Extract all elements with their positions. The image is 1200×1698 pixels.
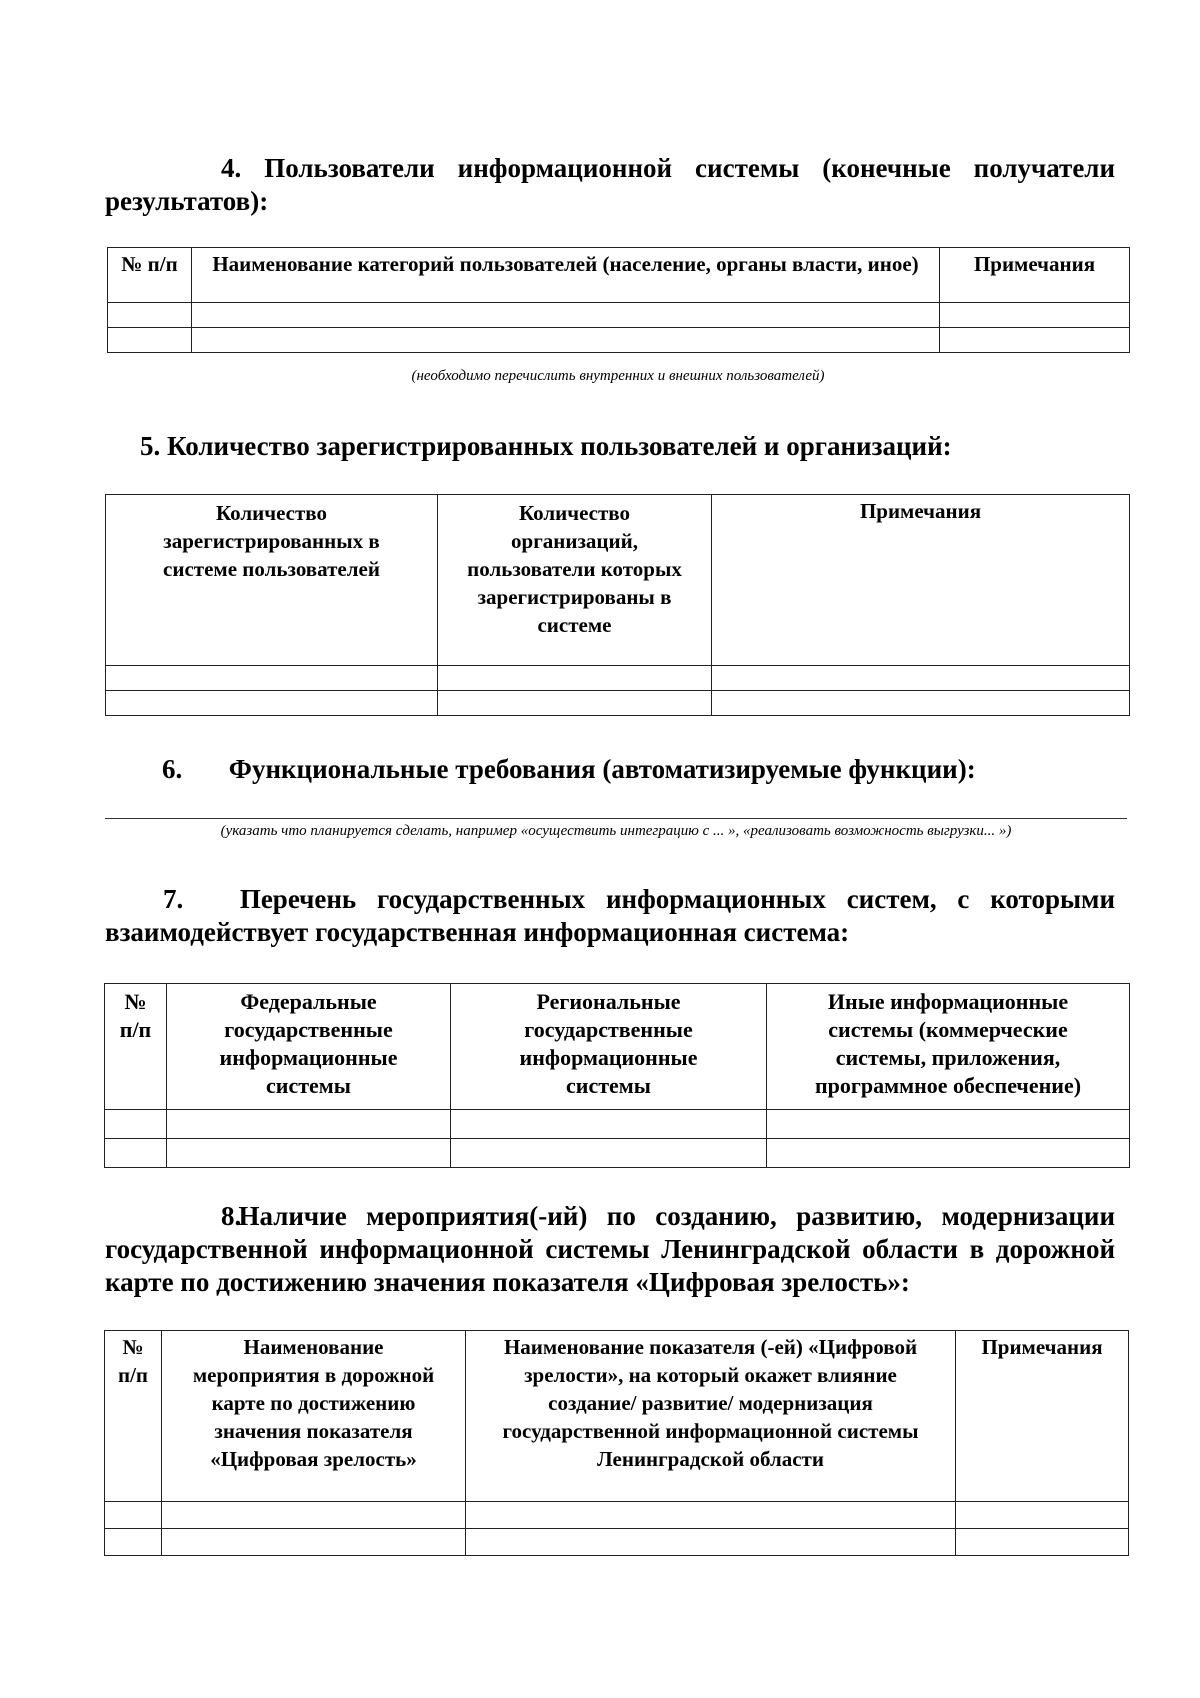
section-7-number: 7. (163, 884, 184, 914)
section-6-heading (162, 753, 1122, 786)
section-4-number: 4. (221, 153, 242, 183)
section-4-table (107, 247, 1130, 353)
table-cell[interactable] (451, 1139, 767, 1168)
table-cell[interactable] (712, 666, 1130, 691)
section-5-table (105, 494, 1130, 716)
section-5-heading (140, 430, 1120, 463)
header-number: № п/п (105, 984, 167, 1110)
table-cell[interactable] (108, 303, 192, 328)
table-header-row (108, 248, 1130, 303)
table-row (105, 1139, 1130, 1168)
table-header-row (105, 984, 1130, 1110)
table-cell[interactable] (438, 691, 712, 716)
section-8-title: Наличие мероприятия(-ий) по созданию, развитию, модернизации государственной информационной системы Ленинградской области в дорожной карте по достижению значения показателя «Цифровая зрелость»: (105, 1201, 1116, 1297)
table-cell[interactable] (105, 1110, 167, 1139)
section-7-title: Перечень государственных информационных систем, с которыми взаимодействует государственная информационная система: (105, 884, 1115, 947)
header-maturity-indicator: Наименование показателя (-ей) «Цифровой зрелости», на который окажет влияние создание/ развитие/ модернизация государственной информационной системы Ленинградской области (466, 1331, 956, 1502)
header-number: № п/п (108, 248, 192, 303)
table-row (105, 1502, 1129, 1529)
table-cell[interactable] (167, 1110, 451, 1139)
table-cell[interactable] (105, 1502, 162, 1529)
section-5-number: 5. (140, 431, 161, 461)
table-header-row (105, 1331, 1129, 1502)
table-cell[interactable] (192, 303, 940, 328)
table-cell[interactable] (105, 1529, 162, 1556)
table-row (106, 666, 1130, 691)
table-cell[interactable] (162, 1529, 466, 1556)
table-row (108, 303, 1130, 328)
table-cell[interactable] (167, 1139, 451, 1168)
table-row (106, 691, 1130, 716)
header-notes: Примечания (712, 495, 1130, 666)
table-cell[interactable] (105, 1139, 167, 1168)
table-row (108, 328, 1130, 353)
section-8-number: 8. (221, 1201, 242, 1231)
section-7-table (104, 983, 1130, 1168)
header-other-systems: Иные информационные системы (коммерческие системы, приложения, программное обеспечение) (767, 984, 1130, 1110)
section-4-heading (105, 152, 1115, 218)
header-user-category: Наименование категорий пользователей (население, органы власти, иное) (192, 248, 940, 303)
table-cell[interactable] (162, 1502, 466, 1529)
table-cell[interactable] (106, 666, 438, 691)
table-cell[interactable] (438, 666, 712, 691)
header-notes: Примечания (956, 1331, 1129, 1502)
table-cell[interactable] (451, 1110, 767, 1139)
table-cell[interactable] (466, 1502, 956, 1529)
table-cell[interactable] (106, 691, 438, 716)
table-header-row (106, 495, 1130, 666)
header-organizations: Количество организаций, пользователи которых зарегистрированы в системе (438, 495, 712, 666)
table-cell[interactable] (466, 1529, 956, 1556)
table-cell[interactable] (767, 1139, 1130, 1168)
table-cell[interactable] (940, 303, 1130, 328)
table-cell[interactable] (956, 1502, 1129, 1529)
table-cell[interactable] (192, 328, 940, 353)
header-number: № п/п (105, 1331, 162, 1502)
table-cell[interactable] (940, 328, 1130, 353)
section-8-table (104, 1330, 1129, 1556)
table-cell[interactable] (712, 691, 1130, 716)
section-6-number: 6. (162, 754, 183, 784)
section-7-heading (105, 883, 1115, 949)
table-cell[interactable] (956, 1529, 1129, 1556)
section-6-title: Функциональные требования (автоматизируемые функции): (228, 754, 976, 784)
header-registered-users: Количество зарегистрированных в системе пользователей (106, 495, 438, 666)
header-notes: Примечания (940, 248, 1130, 303)
table-row (105, 1110, 1130, 1139)
header-regional-systems: Региональные государственные информационные системы (451, 984, 767, 1110)
header-federal-systems: Федеральные государственные информационные системы (167, 984, 451, 1110)
section-6-note: (указать что планируется сделать, например «осуществить интеграцию с ... », «реализовать возможность выгрузки... ») (220, 823, 1012, 839)
header-roadmap-activity: Наименование мероприятия в дорожной карте по достижению значения показателя «Цифровая зрелость» (162, 1331, 466, 1502)
section-8-heading (105, 1200, 1115, 1299)
section-4-note: (необходимо перечислить внутренних и внешних пользователей) (411, 368, 825, 384)
table-cell[interactable] (767, 1110, 1130, 1139)
section-5-title: Количество зарегистрированных пользователей и организаций: (167, 431, 952, 461)
table-cell[interactable] (108, 328, 192, 353)
section-4-title: Пользователи информационной системы (конечные получатели результатов): (105, 153, 1116, 216)
section-6-fill-line[interactable] (105, 818, 1127, 819)
table-row (105, 1529, 1129, 1556)
